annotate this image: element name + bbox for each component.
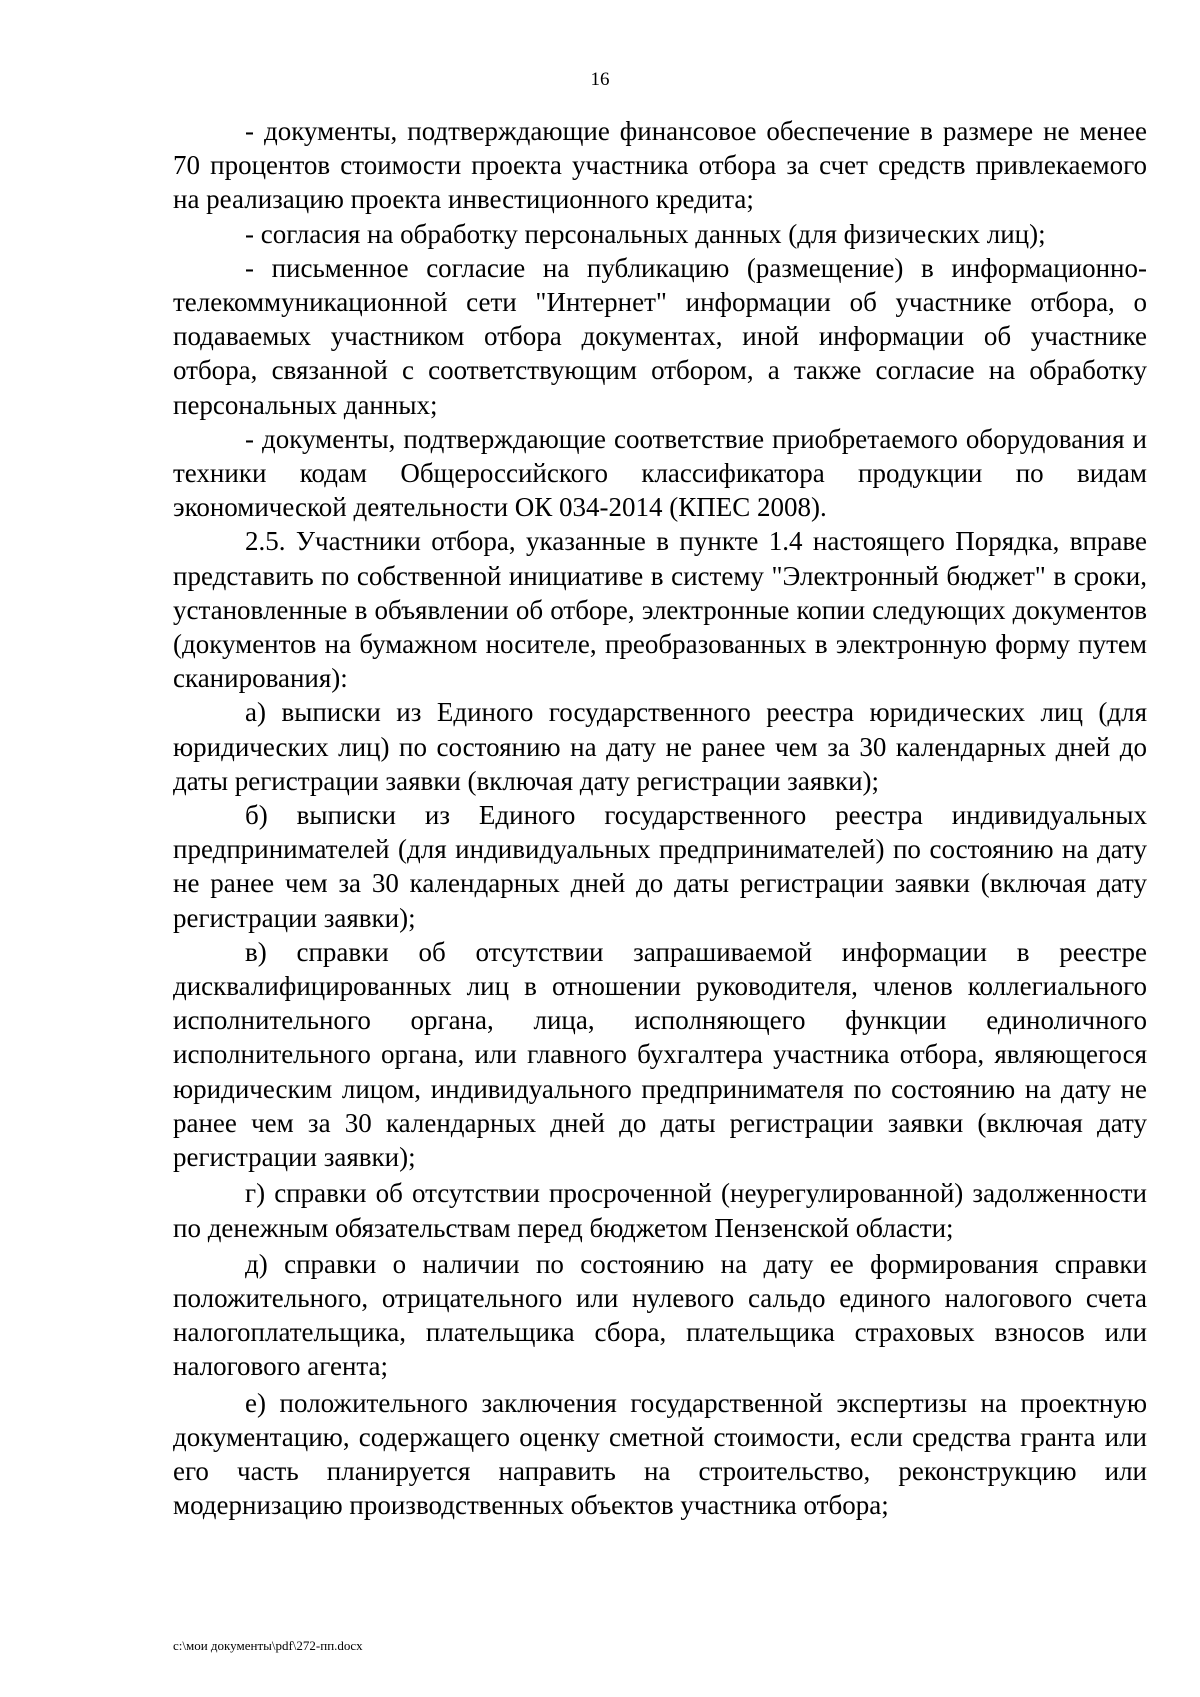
footer-file-path: c:\мои документы\pdf\272-пп.docx <box>173 1638 363 1653</box>
paragraph-item-b: б) выписки из Единого государственного реестра индивидуальных предпринимателей (для индивидуальных предпринимателей) по состоянию на дату не ранее чем за 30 календарных дней до даты регистрации заявки (включая дату регистрации заявки); <box>173 800 1147 933</box>
paragraph-personal-data-consent: - согласия на обработку персональных данных (для физических лиц); <box>245 218 1046 249</box>
paragraph-publication-consent: - письменное согласие на публикацию (размещение) в информационно-телекоммуникационной сети "Интернет" информации об участнике отбора, о подаваемых участником отбора документах, иной информации об участнике отбора, связанной с соответствующим отбором, а также согласие на обработку персональных данных; <box>173 252 1147 420</box>
paragraph-item-g: г) справки об отсутствии просроченной (неурегулированной) задолженности по денежным обязательствам перед бюджетом Пензенской области; <box>173 1178 1147 1243</box>
paragraph-item-v: в) справки об отсутствии запрашиваемой информации в реестре дисквалифицированных лиц в отношении руководителя, членов коллегиального исполнительного органа, лица, исполняющего функции единоличного исполнительного органа, или главного бухгалтера участника отбора, являющегося юридическим лицом, индивидуального предпринимателя по состоянию на дату не ранее чем за 30 календарных дней до даты регистрации заявки (включая дату регистрации заявки); <box>173 936 1147 1173</box>
paragraph-item-a: а) выписки из Единого государственного реестра юридических лиц (для юридических лиц) по состоянию на дату не ранее чем за 30 календарных дней до даты регистрации заявки (включая дату регистрации заявки); <box>173 697 1147 796</box>
paragraph-item-d: д) справки о наличии по состоянию на дату ее формирования справки положительного, отрицательного или нулевого сальдо единого налогового счета налогоплательщика, плательщика сбора, плательщика страховых взносов или налогового агента; <box>173 1248 1147 1382</box>
paragraph-item-e: е) положительного заключения государственной экспертизы на проектную документацию, содержащего оценку сметной стоимости, если средства гранта или его часть планируется направить на строительство, реконструкцию или модернизацию производственных объектов участника отбора; <box>173 1387 1147 1521</box>
paragraph-equipment-compliance: - документы, подтверждающие соответствие приобретаемого оборудования и техники кодам Общероссийского классификатора продукции по видам экономической деятельности ОК 034-2014 (КПЕС 2008). <box>173 423 1147 523</box>
document-body <box>173 114 1147 1522</box>
paragraph-section-2-5: 2.5. Участники отбора, указанные в пункте 1.4 настоящего Порядка, вправе представить по собственной инициативе в систему "Электронный бюджет" в сроки, установленные в объявлении об отборе, электронные копии следующих документов (документов на бумажном носителе, преобразованных в электронную форму путем сканирования): <box>173 526 1147 694</box>
page-number: 16 <box>590 69 610 90</box>
paragraph-financial-documents: - документы, подтверждающие финансовое обеспечение в размере не менее 70 процентов стоимости проекта участника отбора за счет средств привлекаемого на реализацию проекта инвестиционного кредита; <box>173 116 1147 215</box>
